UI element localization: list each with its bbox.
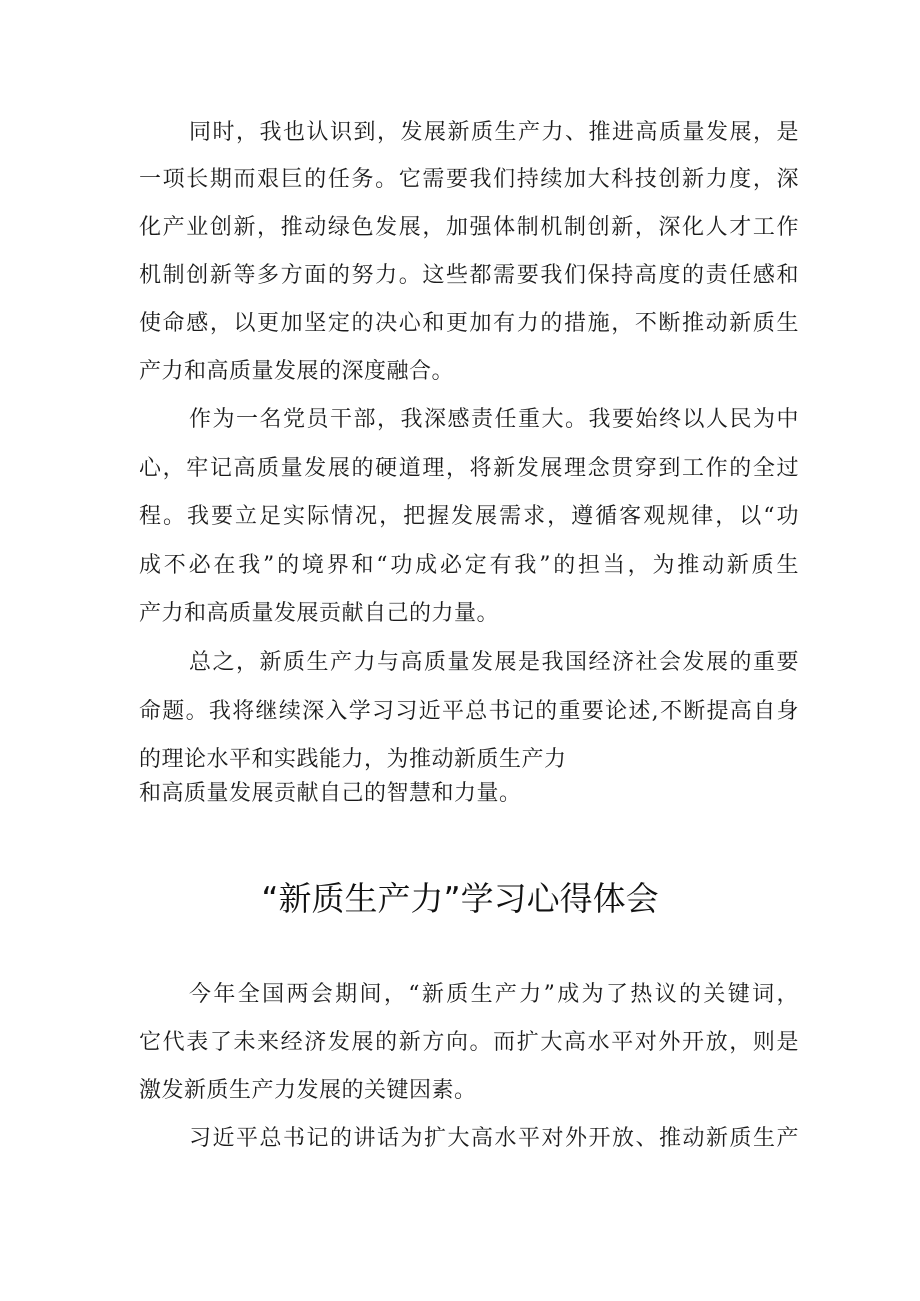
article-paragraph-1-line-1: 今年全国两会期间，“新质生产力”成为了热议的关键词， <box>189 982 799 1007</box>
article-paragraph-1-line-2: 它代表了未来经济发展的新方向。而扩大高水平对外开放，则是 <box>139 1030 799 1055</box>
paragraph-3-line-1: 总之，新质生产力与高质量发展是我国经济社会发展的重要 <box>189 650 799 675</box>
paragraph-1-line-5: 使命感，以更加坚定的决心和更加有力的措施，不断推动新质生 <box>139 311 799 336</box>
paragraph-1-line-3: 化产业创新，推动绿色发展，加强体制机制创新，深化人才工作 <box>139 215 799 240</box>
paragraph-2-line-2: 心，牢记高质量发展的硬道理，将新发展理念贯穿到工作的全过 <box>139 456 799 481</box>
paragraph-3-line-3: 的理论水平和实践能力，为推动新质生产力 <box>139 747 567 772</box>
article-paragraph-1-line-3: 激发新质生产力发展的关键因素。 <box>139 1078 477 1103</box>
paragraph-2-line-1: 作为一名党员干部，我深感责任重大。我要始终以人民为中 <box>189 407 799 432</box>
paragraph-1-line-1: 同时，我也认识到，发展新质生产力、推进高质量发展，是 <box>189 120 799 145</box>
paragraph-1-line-4: 机制创新等多方面的努力。这些都需要我们保持高度的责任感和 <box>139 263 799 288</box>
paragraph-3-line-4: 和高质量发展贡献自己的智慧和力量。 <box>139 781 522 806</box>
paragraph-1-line-6: 产力和高质量发展的深度融合。 <box>139 359 455 384</box>
article-title: “新质生产力”学习心得体会 <box>261 879 659 918</box>
paragraph-2-line-3: 程。我要立足实际情况，把握发展需求，遵循客观规律，以“功 <box>139 504 799 529</box>
paragraph-3-line-2: 命题。我将继续深入学习习近平总书记的重要论述,不断提高自身 <box>139 699 799 724</box>
paragraph-1-line-2: 一项长期而艰巨的任务。它需要我们持续加大科技创新力度，深 <box>139 167 799 192</box>
article-paragraph-2-line-1: 习近平总书记的讲话为扩大高水平对外开放、推动新质生产 <box>189 1126 799 1151</box>
paragraph-2-line-5: 产力和高质量发展贡献自己的力量。 <box>139 601 500 626</box>
paragraph-2-line-4: 成不必在我”的境界和“功成必定有我”的担当，为推动新质生 <box>139 553 799 578</box>
